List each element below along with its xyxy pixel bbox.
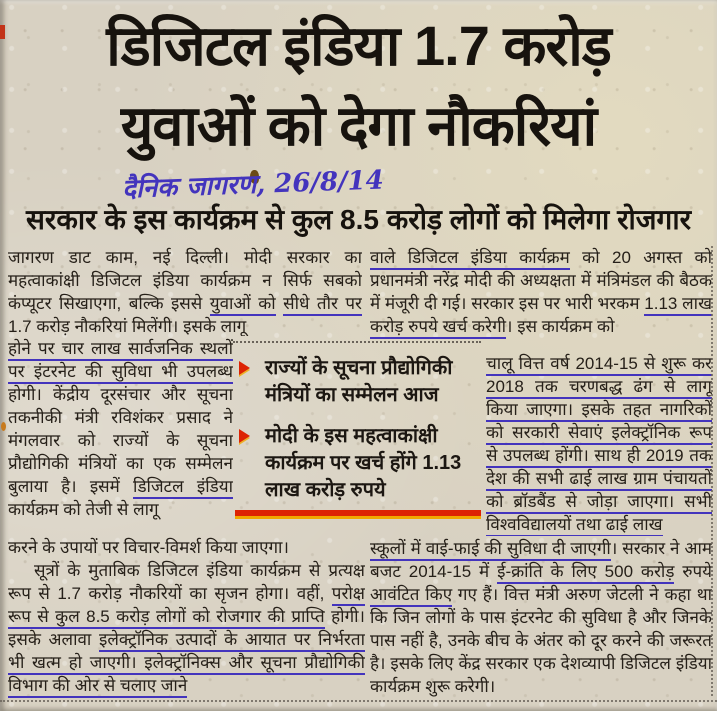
headline-line2: युवाओं को देगा नौकरियां — [120, 94, 597, 157]
handwritten-date-note: दैनिक जागरण, 26/8/14 — [121, 165, 385, 205]
article-right-column-top: वाले डिजिटल इंडिया कार्यक्रम को 20 अगस्त को प्रधानमंत्री नरेंद्र मोदी की अध्यक्षता में मंत्रिमंडल की बैठक में मंजूरी दी गई। सरकार इस पर भारी भरकम 1.13 लाख करोड़ रुपये खर्च करेगी। इस कार्यक्रम को — [370, 246, 712, 351]
highlight-bullet-text: मोदी के इस महत्वाकांक्षी कार्यक्रम पर खर्च होंगे 1.13 लाख करोड़ रुपये — [265, 425, 462, 501]
bullet-triangle-icon — [239, 429, 257, 443]
bottom-dotted-separator — [0, 700, 717, 702]
highlight-bullet-item — [239, 355, 481, 409]
article-right-column-middle: चालू वित्त वर्ष 2014-15 से शुरू कर 2018 तक चरणबद्ध ढंग से लागू किया जाएगा। इसके तहत नागरिकों को सरकारी सेवाएं इलेक्ट्रॉनिक रूप से उपलब्ध होंगी। साथ ही 2019 तक देश की सभी ढाई लाख ग्राम पंचायतों को ब्रॉडबैंड से जोड़ा जाएगा। सभी विश्वविद्यालयों तथा ढाई लाख — [486, 352, 712, 536]
headline-line1: डिजिटल इंडिया 1.7 करोड़ — [106, 14, 611, 77]
article-left-column-top: जागरण डाट काम, नई दिल्ली। मोदी सरकार का महत्वाकांक्षी डिजिटल इंडिया कार्यक्रम न सिर्फ सबको कंप्यूटर सिखाएगा, बल्कि इससे युवाओं को सीधे तौर पर 1.7 करोड़ नौकरियां मिलेंगी। इसके लागू — [8, 246, 362, 336]
article-right-column-bottom: स्कूलों में वाई-फाई की सुविधा दी जाएगी। सरकार ने आम बजट 2014-15 में ई-क्रांति के लिए 500 करोड़ रुपये आवंटित किए गए हैं। वित्त मंत्री अरुण जेटली ने कहा था कि जिन लोगों के पास इंटरनेट की सुविधा है और जिनके पास नहीं है, उनके बीच के अंतर को दूर करने की जरूरत है। इसके लिए केंद्र सरकार एक देशव्यापी डिजिटल इंडिया कार्यक्रम शुरू करेगी। — [370, 539, 712, 696]
article-left-column-middle: होने पर चार लाख सार्वजनिक स्थलों पर इंटरनेट की सुविधा भी उपलब्ध होगी। केंद्रीय दूरसंचार और सूचना तकनीकी मंत्री रविशंकर प्रसाद ने मंगलवार को राज्यों के सूचना प्रौद्योगिकी मंत्रियों का एक सम्मेलन बुलाया है। इसमें डिजिटल इंडिया कार्यक्रम को तेजी से लागू — [8, 339, 233, 519]
article-left-column-bottom-line: करने के उपायों पर विचार-विमर्श किया जाएगा। — [8, 538, 289, 557]
highlight-bullet-text: राज्यों के सूचना प्रौद्योगिकी मंत्रियों का सम्मेलन आज — [265, 357, 453, 406]
red-underline-mark — [235, 510, 481, 519]
article-left-column-bottom: सूत्रों के मुताबिक डिजिटल इंडिया कार्यक्रम से प्रत्यक्ष रूप से 1.7 करोड़ नौकरियों का सृजन होगा। वहीं, परोक्ष रूप से कुल 8.5 करोड़ लोगों को रोजगार की प्राप्ति होगी। इसके अलावा इलेक्ट्रॉनिक उत्पादों के आयात पर निर्भरता भी खत्म हो जाएगी। इलेक्ट्रॉनिक्स और सूचना प्रौद्योगिकी विभाग की ओर से चलाए जाने — [8, 559, 365, 702]
orange-ink-mark — [1, 422, 6, 431]
headline — [0, 6, 717, 166]
highlight-box — [233, 341, 481, 521]
highlight-bullet-item — [239, 423, 481, 504]
bullet-triangle-icon — [239, 361, 257, 375]
right-dotted-separator — [711, 246, 713, 696]
subheadline: सरकार के इस कार्यक्रम से कुल 8.5 करोड़ लोगों को मिलेगा रोजगार — [25, 204, 692, 235]
